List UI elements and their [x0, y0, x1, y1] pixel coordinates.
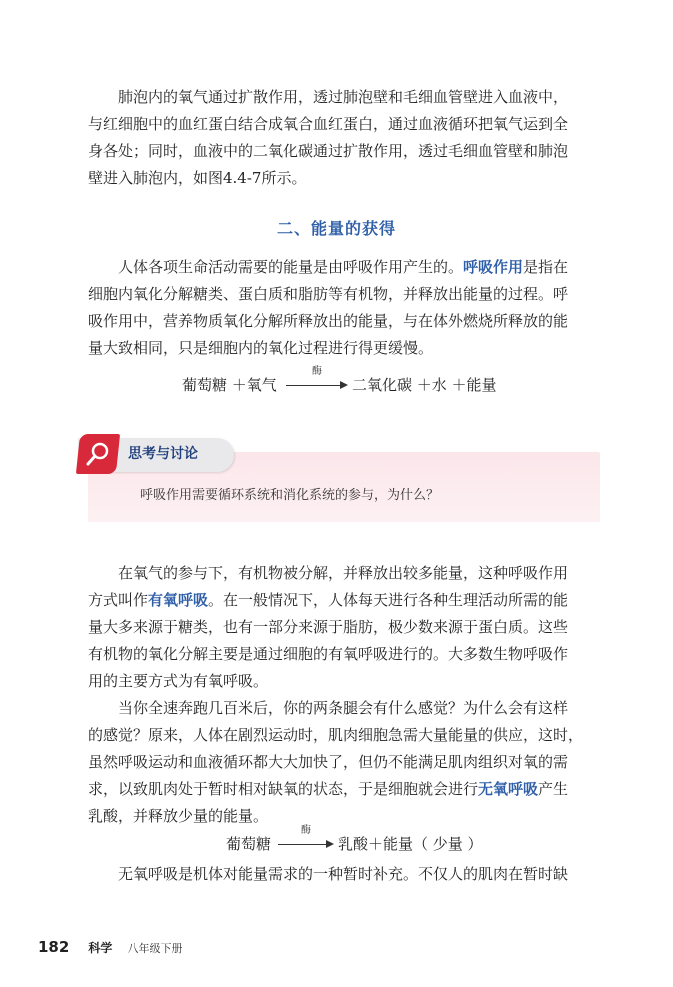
text-line: 与红细胞中的血红蛋白结合成氧合血红蛋白，通过血液循环把氧气运到全: [88, 115, 569, 133]
paragraph-5: [88, 861, 602, 888]
grade-label: 八年级下册: [127, 942, 183, 955]
reaction-arrow: [286, 366, 348, 398]
equation-reactants: 葡萄糖 ＋氧气: [182, 376, 277, 394]
keyword-respiration: 呼吸作用: [463, 258, 524, 276]
equation-reactants: 葡萄糖: [226, 835, 272, 853]
magnifier-icon: [76, 434, 120, 474]
text-line: 虽然呼吸运动和血液循环都大大加快了，但仍不能满足肌肉组织对氧的需: [88, 753, 569, 771]
text-line: 肺泡内的氧气通过扩散作用，透过肺泡壁和毛细血管壁进入血液中，: [118, 88, 569, 106]
paragraph-1: [88, 84, 602, 192]
section-heading: 二、能量的获得: [276, 219, 396, 238]
text-fragment: 是指在: [523, 258, 569, 276]
text-fragment: 求，以致肌肉处于暂时相对缺氧的状态，于是细胞就会进行: [88, 780, 479, 798]
text-line: 身各处；同时，血液中的二氧化碳通过扩散作用，透过毛细血管壁和肺泡: [88, 142, 569, 160]
text-line: 量大致相同，只是细胞内的氧化过程进行得更缓慢。: [88, 339, 434, 357]
reaction-arrow: [278, 825, 334, 857]
arrow-head-icon: [340, 381, 348, 389]
subject-label: 科学: [88, 941, 113, 955]
text-line: 在氧气的参与下，有机物被分解，并释放出较多能量，这种呼吸作用: [118, 564, 569, 582]
equation-products: 二氧化碳 ＋水 ＋能量: [352, 376, 497, 394]
paragraph-3: [88, 560, 602, 695]
text-line: 乳酸，并释放少量的能量。: [88, 807, 269, 825]
text-line: 当你全速奔跑几百米后，你的两条腿会有什么感觉？为什么会有这样: [118, 699, 569, 717]
text-fragment: 人体各项生命活动需要的能量是由呼吸作用产生的。: [118, 258, 464, 276]
arrow-line: [278, 844, 328, 845]
arrow-line: [286, 385, 342, 386]
text-fragment: 。在一般情况下，人体每天进行各种生理活动所需的能: [208, 591, 569, 609]
enzyme-label: 酶: [312, 366, 322, 377]
enzyme-label: 酶: [301, 825, 311, 836]
text-line: 吸作用中，营养物质氧化分解所释放出的能量，与在体外燃烧所释放的能: [88, 312, 569, 330]
think-discuss-box: [78, 434, 600, 524]
text-line: 用的主要方式为有氧呼吸。: [88, 672, 269, 690]
text-line: [88, 587, 602, 614]
arrow-head-icon: [326, 840, 334, 848]
text-line: 无氧呼吸是机体对能量需求的一种暂时补充。不仅人的肌肉在暂时缺: [118, 865, 569, 883]
equation-products: 乳酸＋能量（ 少量 ）: [338, 835, 483, 853]
respiration-equation: [182, 366, 512, 398]
text-fragment: 产生: [538, 780, 569, 798]
page-number: 182: [38, 938, 70, 956]
page-footer: [38, 937, 183, 956]
text-line: 有机物的氧化分解主要是通过细胞的有氧呼吸进行的。大多数生物呼吸作: [88, 645, 569, 663]
keyword-anaerobic-respiration: 无氧呼吸: [478, 780, 539, 798]
text-line: 细胞内氧化分解糖类、蛋白质和脂肪等有机物，并释放出能量的过程。呼: [88, 285, 569, 303]
think-box-title: 思考与讨论: [128, 446, 198, 462]
text-fragment: 方式叫作: [88, 591, 149, 609]
text-line: [88, 254, 602, 281]
paragraph-4: [88, 695, 602, 830]
anaerobic-equation: [226, 825, 486, 857]
text-line: 量大多来源于糖类，也有一部分来源于脂肪，极少数来源于蛋白质。这些: [88, 618, 569, 636]
text-line: 的感觉？原来，人体在剧烈运动时，肌肉细胞急需大量能量的供应，这时，: [88, 726, 584, 744]
keyword-aerobic-respiration: 有氧呼吸: [148, 591, 209, 609]
paragraph-2: [88, 254, 602, 362]
text-line: 壁进入肺泡内，如图4.4-7所示。: [88, 169, 307, 187]
text-line: [88, 776, 602, 803]
think-box-question: 呼吸作用需要循环系统和消化系统的参与，为什么？: [140, 488, 440, 503]
